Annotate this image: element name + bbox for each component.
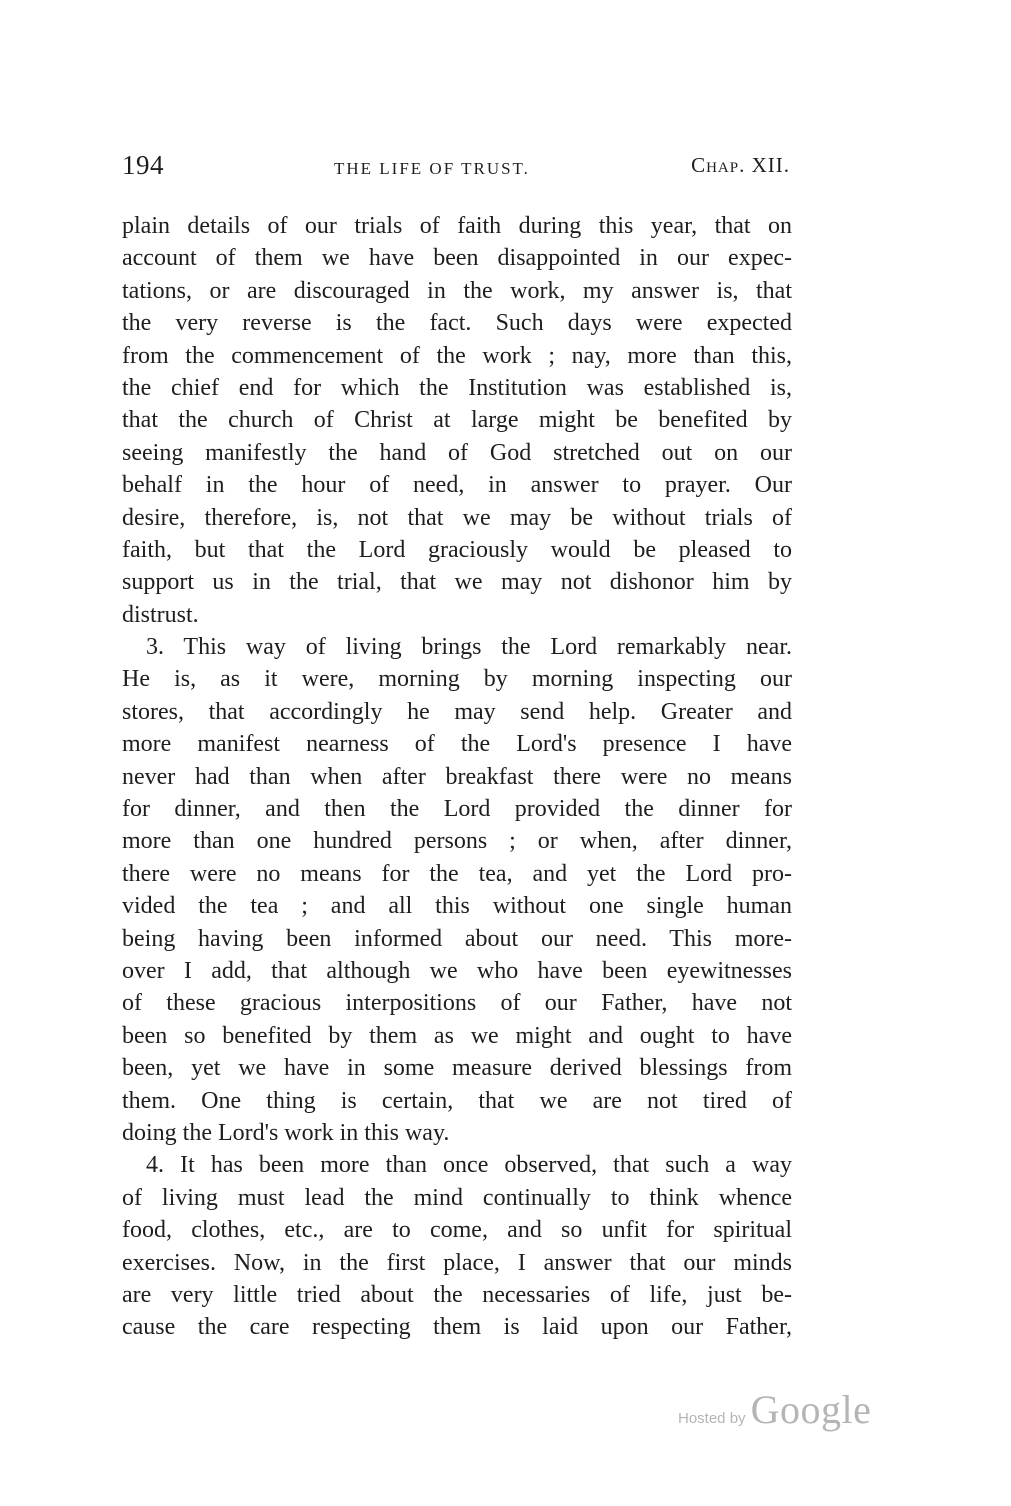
- text-line: more manifest nearness of the Lord's presence I have: [122, 731, 792, 758]
- text-line: desire, therefore, is, not that we may be without trials of: [122, 504, 792, 531]
- text-line: them. One thing is certain, that we are not tired of: [122, 1087, 792, 1114]
- text-line: vided the tea ; and all this without one single human: [122, 893, 792, 920]
- hosted-by-label: Hosted by: [678, 1410, 746, 1427]
- text-line: plain details of our trials of faith during this year, that on: [122, 213, 792, 239]
- text-line: support us in the trial, that we may not dishonor him by: [122, 569, 792, 596]
- text-line: tations, or are discouraged in the work, my answer is, that: [122, 277, 792, 304]
- text-line: from the commencement of the work ; nay, more than this,: [122, 342, 792, 369]
- text-line: behalf in the hour of need, in answer to prayer. Our: [122, 472, 792, 499]
- text-line: account of them we have been disappointed in our expec-: [122, 245, 792, 272]
- body-text: [122, 210, 792, 1344]
- text-line: been so benefited by them as we might and ought to have: [122, 1022, 792, 1049]
- text-line: never had than when after breakfast there were no means: [122, 763, 792, 790]
- text-line: being having been informed about our need. This more-: [122, 925, 792, 952]
- text-line: the chief end for which the Institution was established is,: [122, 374, 792, 401]
- text-line: been, yet we have in some measure derived blessings from: [122, 1055, 792, 1082]
- text-line: stores, that accordingly he may send help. Greater and: [122, 698, 792, 725]
- text-line: for dinner, and then the Lord provided the dinner for: [122, 796, 792, 823]
- text-line: seeing manifestly the hand of God stretched out on our: [122, 439, 792, 466]
- text-line: doing the Lord's work in this way.: [122, 1119, 450, 1146]
- text-line: cause the care respecting them is laid upon our Father,: [122, 1314, 792, 1341]
- page-number: 194: [122, 150, 164, 180]
- text-line: are very little tried about the necessaries of life, just be-: [122, 1281, 792, 1308]
- text-line: over I add, that although we who have been eyewitnesses: [122, 957, 792, 984]
- text-line: faith, but that the Lord graciously would be pleased to: [122, 536, 792, 563]
- text-line: distrust.: [122, 601, 199, 628]
- text-line: more than one hundred persons ; or when, after dinner,: [122, 828, 792, 855]
- text-line: there were no means for the tea, and yet the Lord pro-: [122, 860, 792, 887]
- text-line: food, clothes, etc., are to come, and so unfit for spiritual: [122, 1217, 792, 1244]
- page-header: [122, 150, 790, 186]
- running-title: THE LIFE OF TRUST.: [334, 159, 530, 178]
- text-line: of living must lead the mind continually to think whence: [122, 1184, 792, 1211]
- text-line: the very reverse is the fact. Such days were expected: [122, 310, 792, 337]
- text-line: of these gracious interpositions of our Father, have not: [122, 990, 792, 1017]
- text-line: He is, as it were, morning by morning inspecting our: [122, 666, 792, 693]
- text-line: exercises. Now, in the first place, I answer that our minds: [122, 1249, 792, 1276]
- google-logo-text: Google: [750, 1387, 872, 1432]
- chapter-label: Chap. XII.: [691, 153, 790, 177]
- text-line: 4. It has been more than once observed, that such a way: [146, 1152, 792, 1179]
- text-line: that the church of Christ at large might be benefited by: [122, 407, 792, 434]
- hosted-by-google-watermark: [678, 1386, 871, 1433]
- text-line: 3. This way of living brings the Lord remarkably near.: [146, 634, 792, 661]
